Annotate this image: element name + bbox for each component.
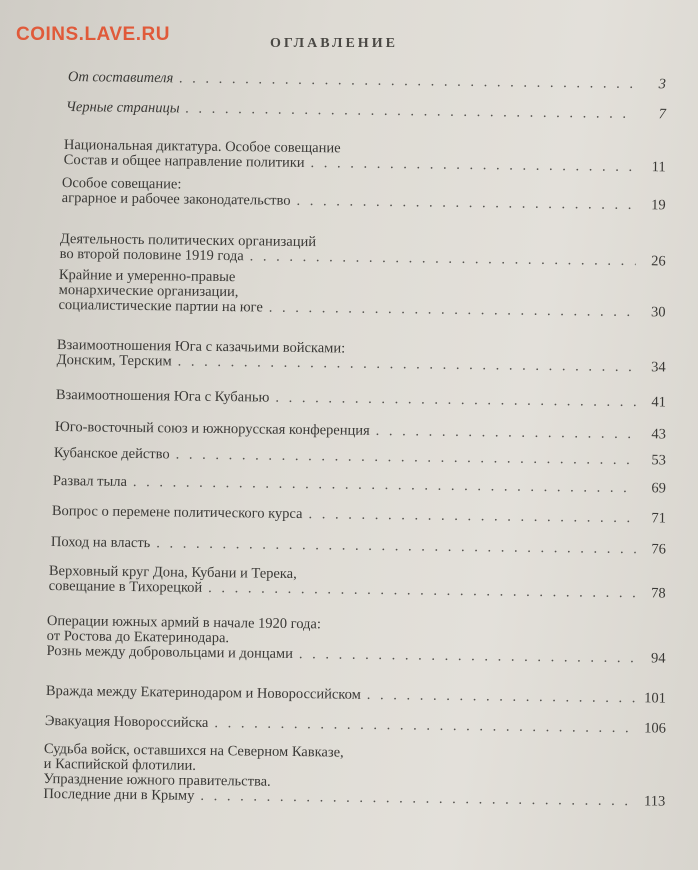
toc-entry-line: Деятельность политических организаций <box>59 231 317 251</box>
toc-entry-line: от Ростова до Екатеринодара. <box>46 627 230 647</box>
dot-leader <box>376 424 636 442</box>
toc-entry-line: совещание в Тихорецкой <box>48 577 203 596</box>
toc-entry-line: Последние дни в Крыму <box>43 785 195 804</box>
toc-entry-line: Взаимоотношения Юга с казачьими войсками: <box>56 337 346 357</box>
toc-entry-last-line <box>55 420 666 442</box>
toc-page-number: 76 <box>651 541 666 558</box>
toc-entry <box>45 714 666 737</box>
toc-page-number: 34 <box>651 359 666 376</box>
toc-entry-line: Эвакуация Новороссийска <box>44 713 209 731</box>
toc-entry-line: Состав и общее направление политики <box>63 151 305 171</box>
toc-entry-line: Юго-восточный союз и южнорусская конференция <box>54 419 370 439</box>
dot-leader <box>185 101 635 122</box>
toc-page-number: 26 <box>651 253 666 270</box>
toc-page-number: 30 <box>650 304 666 321</box>
toc-entry <box>57 338 666 375</box>
dot-leader <box>311 156 636 175</box>
dot-leader <box>176 447 636 468</box>
toc-entry-last-line <box>51 535 666 558</box>
toc-page-number: 7 <box>658 106 666 123</box>
toc-entry-line: Вопрос о перемене политического курса <box>51 503 303 523</box>
toc-entry-line: Взаимоотношения Юга с Кубанью <box>55 387 270 406</box>
toc-entry-last-line <box>56 388 666 410</box>
toc-entry-line: Черные страницы <box>65 99 180 117</box>
dot-leader <box>308 507 636 526</box>
toc-entry <box>64 138 666 175</box>
toc-entry-line: Кубанское действо <box>53 445 170 463</box>
toc-entry-last-line <box>52 504 666 527</box>
dot-leader <box>299 647 636 666</box>
toc-entry-last-line <box>46 684 666 707</box>
dot-leader <box>156 536 636 557</box>
toc-entry <box>58 268 666 320</box>
toc-entry <box>43 742 666 810</box>
dot-leader <box>133 475 636 496</box>
toc-entry <box>68 70 666 92</box>
toc-page-number: 19 <box>651 197 666 214</box>
toc-page-number: 11 <box>651 159 666 176</box>
toc-entry <box>51 535 666 558</box>
toc-entry-last-line <box>45 714 666 737</box>
toc-entry-line: Национальная диктатура. Особое совещание <box>63 137 341 157</box>
dot-leader <box>275 391 636 410</box>
dot-leader <box>296 194 635 213</box>
toc-entry <box>55 420 666 442</box>
toc-page-number: 41 <box>651 394 666 411</box>
toc-entry-line: социалистические партии на юге <box>58 296 263 316</box>
dot-leader <box>179 71 636 92</box>
toc-entry <box>49 564 666 602</box>
toc-entry-line: монархические организации, <box>58 281 239 301</box>
toc-page-number: 71 <box>651 510 666 527</box>
toc-entry-line: аграрное и рабочее законодательство <box>61 189 291 209</box>
dot-leader <box>367 688 636 706</box>
toc-entry-line: Поход на власть <box>50 534 151 552</box>
toc-entry-line: Упразднение южного правительства. <box>43 770 271 790</box>
toc-entry-line: Особое совещание: <box>61 175 182 193</box>
toc-entry-line: во второй половине 1919 года <box>59 245 244 265</box>
toc-page-number: 113 <box>644 793 666 810</box>
toc-entry <box>53 474 666 496</box>
toc-entry-last-line <box>53 474 666 496</box>
dot-leader <box>214 716 636 736</box>
toc-entry-line: Рознь между добровольцами и донцами <box>46 642 294 663</box>
toc-entry-line: От составителя <box>67 69 174 87</box>
toc-entry-last-line <box>66 100 666 122</box>
site-watermark: COINS.LAVE.RU <box>16 24 170 45</box>
toc-page-number: 94 <box>650 650 666 667</box>
toc-entry-line: и Каспийской флотилии. <box>43 755 197 774</box>
toc-entry <box>56 388 666 410</box>
toc-page-number: 78 <box>651 585 666 602</box>
toc-page-number: 43 <box>651 426 666 443</box>
toc-entry <box>46 684 666 707</box>
toc-page-number: 3 <box>658 76 666 93</box>
toc-entry <box>46 614 666 667</box>
toc-entry-line: Вражда между Екатеринодаром и Новороссийском <box>45 683 361 703</box>
toc-entry <box>54 446 666 468</box>
toc-entry <box>60 232 666 269</box>
toc-page-number: 101 <box>644 690 666 707</box>
toc-page-number: 69 <box>651 480 666 497</box>
toc-entry-line: Верховный круг Дона, Кубани и Терека, <box>48 563 297 583</box>
dot-leader <box>269 301 636 320</box>
toc-entry-last-line <box>68 70 666 92</box>
toc-entry-line: Развал тыла <box>52 473 128 490</box>
toc-entry-line: Судьба войск, оставшихся на Северном Кавказе, <box>43 741 344 761</box>
toc-entry-line: Операции южных армий в начале 1920 года: <box>46 613 322 633</box>
toc-page-number: 106 <box>644 720 666 737</box>
toc-entry <box>62 176 666 213</box>
toc-page-number: 53 <box>651 452 666 469</box>
toc-entry-line: Крайние и умеренно-правые <box>58 267 236 286</box>
toc-entry <box>52 504 666 527</box>
page-title: ОГЛАВЛЕНИЕ <box>270 36 398 51</box>
toc-entry-last-line <box>54 446 666 468</box>
toc-entry <box>66 100 666 122</box>
toc-entry-line: Донским, Терским <box>56 351 172 370</box>
